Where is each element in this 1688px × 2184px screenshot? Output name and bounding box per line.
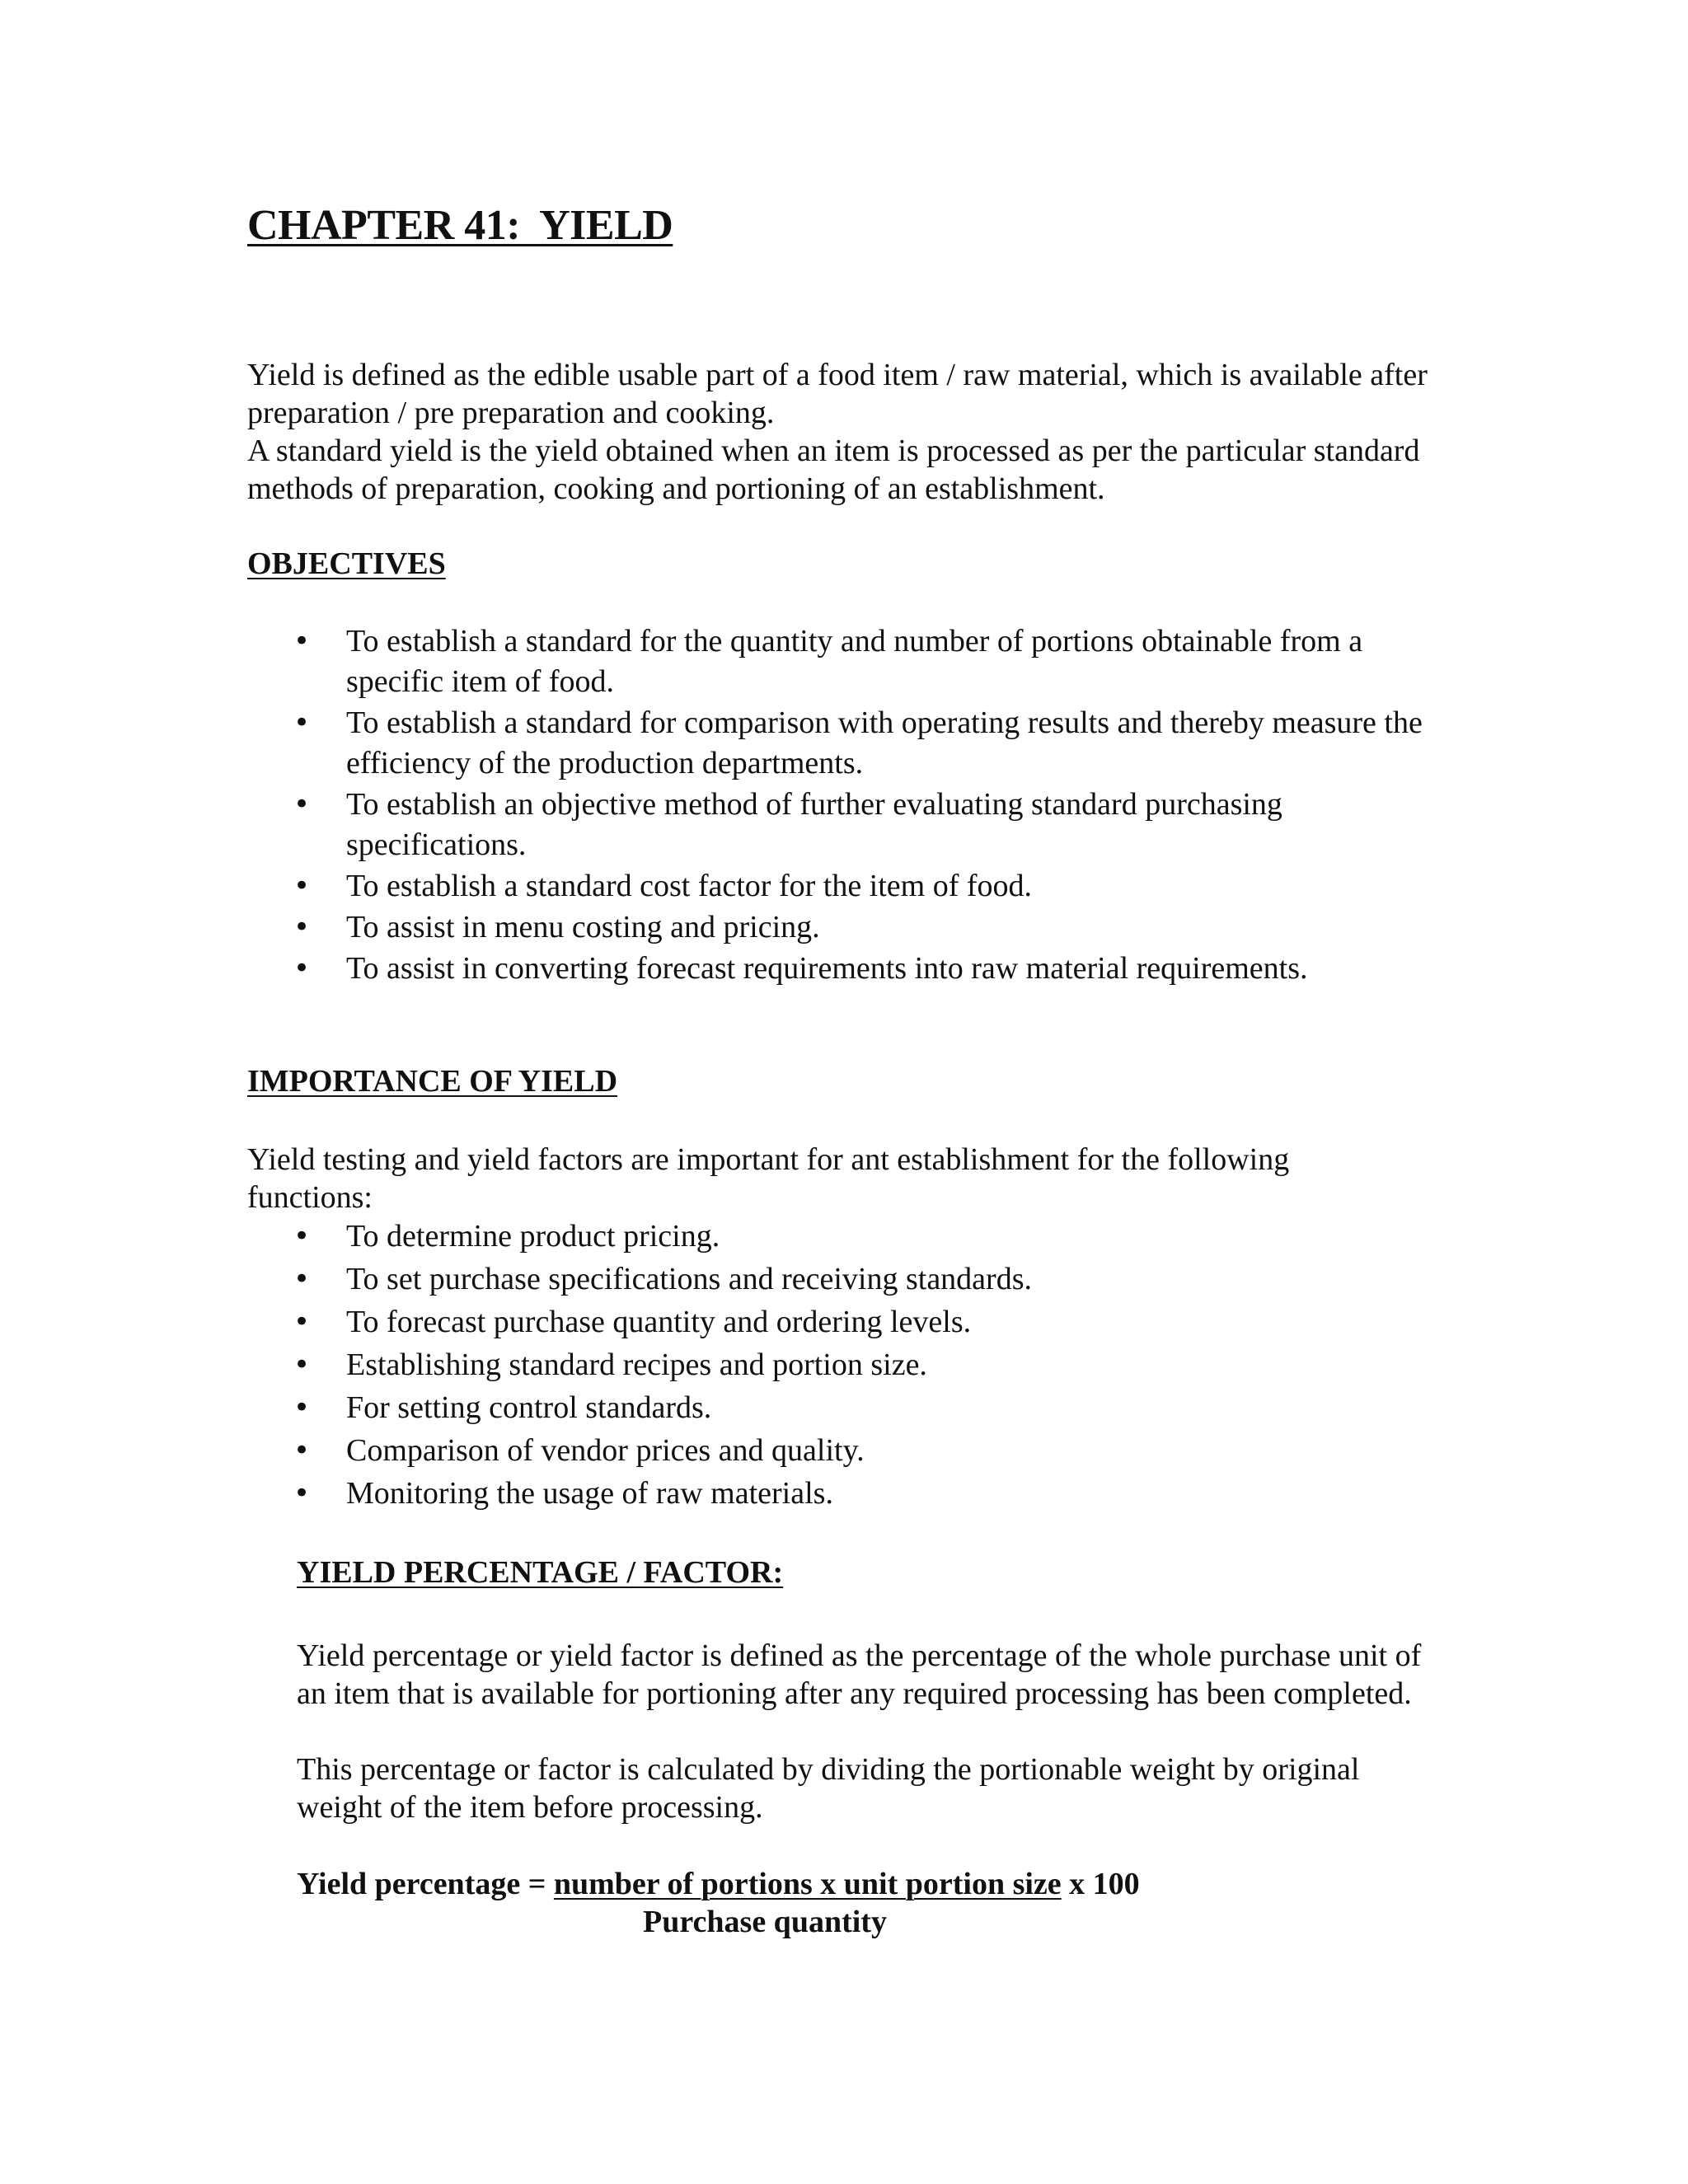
yield-definition: Yield is defined as the edible usable part of a food item / raw material, which is available after preparation / pre preparation and cooking.	[247, 358, 1428, 430]
objectives-list	[247, 621, 1451, 990]
list-item: • To determine product pricing.	[247, 1215, 1451, 1258]
formula-denominator: Purchase quantity	[643, 1905, 887, 1939]
list-item: • Comparison of vendor prices and quality.	[247, 1429, 1451, 1472]
list-item: • To establish a standard for comparison with operating results and thereby measure the efficiency of the production departments.	[247, 703, 1451, 784]
yield-percentage-heading: YIELD PERCENTAGE / FACTOR:	[297, 1555, 784, 1590]
list-item: • To establish a standard for the quantity and number of portions obtainable from a specific item of food.	[247, 621, 1451, 702]
list-item: • To forecast purchase quantity and ordering levels.	[247, 1301, 1451, 1343]
list-item: • To set purchase specifications and receiving standards.	[247, 1258, 1451, 1301]
list-item: • Establishing standard recipes and portion size.	[247, 1343, 1451, 1386]
objectives-heading: OBJECTIVES	[247, 546, 446, 581]
standard-yield-definition: A standard yield is the yield obtained when an item is processed as per the particular standard methods of preparation, cooking and portioning of an establishment.	[247, 434, 1420, 506]
yield-formula	[297, 1866, 1140, 1902]
list-item: • To establish an objective method of further evaluating standard purchasing specifications.	[247, 785, 1451, 865]
yield-percentage-definition: Yield percentage or yield factor is defined as the percentage of the whole purchase unit of an item that is available for portioning after any required processing has been completed.	[297, 1638, 1422, 1711]
list-item: • To establish a standard cost factor for the item of food.	[247, 866, 1451, 907]
formula-multiplier: x 100	[1061, 1867, 1140, 1901]
formula-numerator: number of portions x unit portion size	[553, 1867, 1062, 1901]
importance-heading: IMPORTANCE OF YIELD	[247, 1064, 618, 1099]
yield-percentage-calculation: This percentage or factor is calculated by dividing the portionable weight by original weight of the item before processing.	[297, 1752, 1360, 1825]
list-item: • To assist in converting forecast requirements into raw material requirements.	[247, 949, 1451, 989]
list-item: • Monitoring the usage of raw materials.	[247, 1472, 1451, 1515]
importance-list	[247, 1215, 1451, 1515]
list-item: • For setting control standards.	[247, 1386, 1451, 1429]
formula-label: Yield percentage =	[297, 1867, 554, 1901]
importance-intro: Yield testing and yield factors are important for ant establishment for the following functions:	[247, 1142, 1290, 1215]
chapter-title: CHAPTER 41: YIELD	[247, 202, 673, 249]
list-item: • To assist in menu costing and pricing.	[247, 907, 1451, 948]
